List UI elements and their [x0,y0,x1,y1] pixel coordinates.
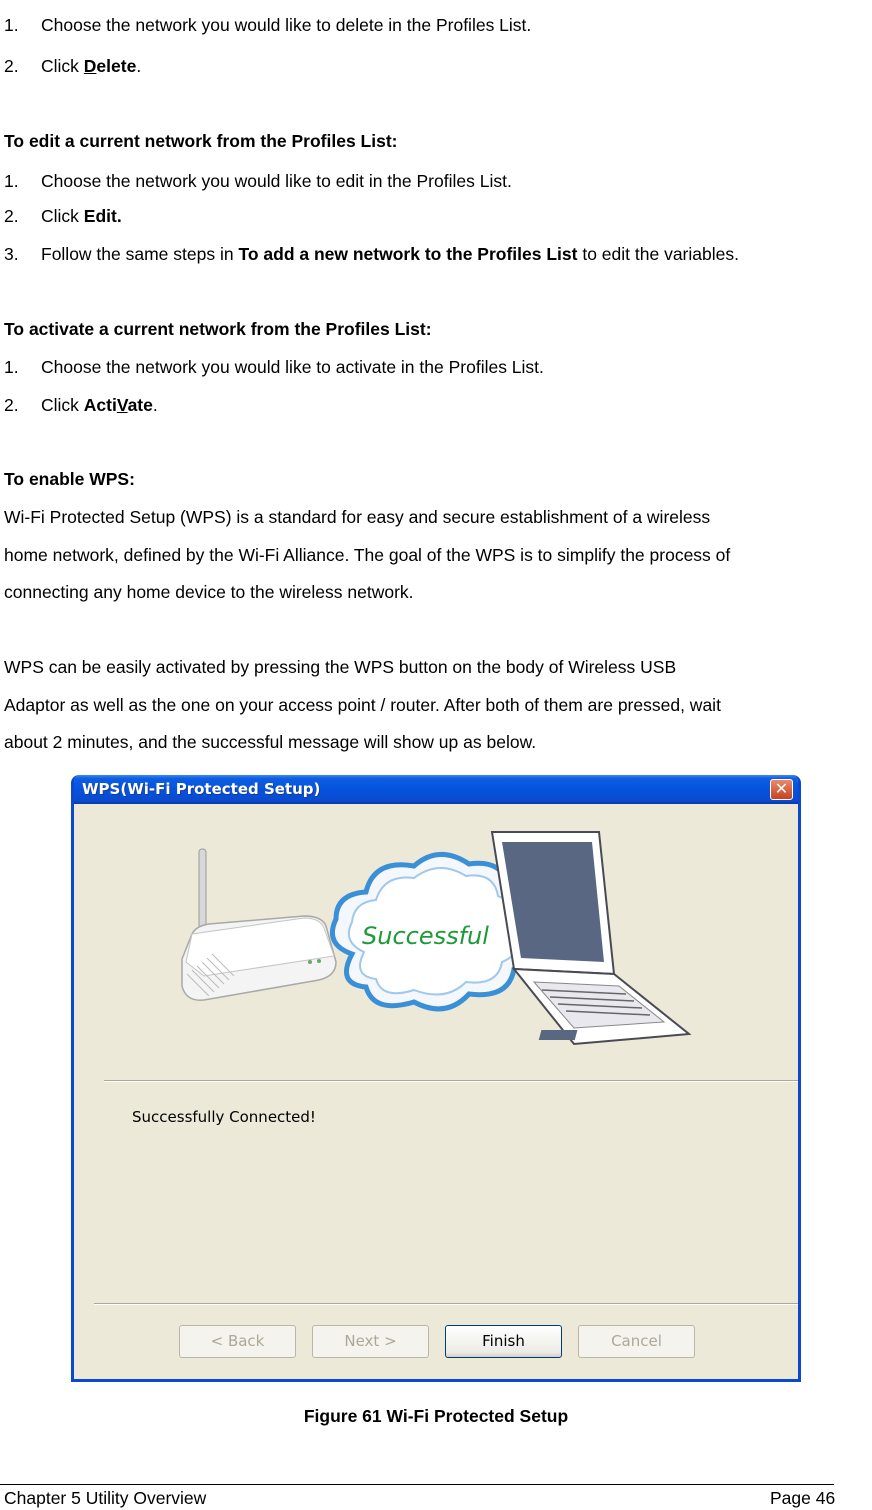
back-button[interactable]: < Back [179,1325,296,1358]
delete-accel-key: D [83,56,97,76]
cancel-button[interactable]: Cancel [578,1325,695,1358]
status-message: Successfully Connected! [132,1108,316,1126]
wps-illustration [74,804,798,1074]
step-text: Choose the network you would like to delete in the Profiles List. [41,15,532,35]
wps-para2-line3: about 2 minutes, and the successful message will show up as below. [4,732,537,752]
step-number: 3. [4,244,19,264]
step-number: 1. [4,15,19,35]
step-text: Choose the network you would like to edit in the Profiles List. [41,171,512,191]
activate-step-2 [4,394,158,416]
activate-label-a: Acti [83,395,117,415]
wps-para1-line2: home network, defined by the Wi-Fi Alliance. The goal of the WPS is to simplify the process of [4,545,731,565]
separator-bottom-highlight [94,1304,798,1305]
close-icon: ✕ [774,779,789,798]
separator-top-highlight [104,1081,798,1082]
step-number: 1. [4,357,19,377]
finish-button[interactable]: Finish [445,1325,562,1358]
step-text: Click [41,206,84,226]
footer-chapter: Chapter 5 Utility Overview [4,1488,207,1508]
step-number: 2. [4,56,19,76]
activate-label-b: ate [127,395,153,415]
edit-step-2 [4,205,122,227]
wps-para1-line3: connecting any home device to the wireless network. [4,582,414,602]
cloud-text: Successful [362,922,489,950]
router-icon [182,849,336,1000]
step-text: Click [41,395,84,415]
activate-heading: To activate a current network from the Profiles List: [4,319,432,339]
wps-dialog [71,775,801,1382]
step-number: 1. [4,171,19,191]
section-reference: To add a new network to the Profiles List [238,244,578,264]
step-text-end: . [152,395,158,415]
delete-step-1 [4,14,531,36]
wps-para2-line1: WPS can be easily activated by pressing the WPS button on the body of Wireless USB [4,657,677,677]
edit-heading: To edit a current network from the Profiles List: [4,131,398,151]
wps-para2-line2: Adaptor as well as the one on your access point / router. After both of them are pressed, wait [4,695,721,715]
step-number: 2. [4,395,19,415]
step-text: Choose the network you would like to activate in the Profiles List. [41,357,544,377]
edit-step-1 [4,170,512,192]
footer-rule [0,1484,834,1485]
step-text-end: to edit the variables. [577,244,739,264]
wps-heading: To enable WPS: [4,469,135,489]
step-number: 2. [4,206,19,226]
dialog-title-bar[interactable] [74,775,798,804]
figure-caption: Figure 61 Wi-Fi Protected Setup [303,1406,569,1426]
step-text: Follow the same steps in [41,244,239,264]
dialog-title: WPS(Wi-Fi Protected Setup) [82,780,321,798]
next-button[interactable]: Next > [312,1325,429,1358]
step-text: Click [41,56,84,76]
edit-label: Edit. [83,206,122,226]
laptop-icon [492,832,689,1044]
edit-step-3 [4,243,739,265]
activate-step-1 [4,356,544,378]
delete-label: elete [96,56,137,76]
wps-para1-line1: Wi-Fi Protected Setup (WPS) is a standard for easy and secure establishment of a wireless [4,507,711,527]
delete-step-2 [4,55,141,77]
step-text-end: . [136,56,142,76]
footer-page-number: Page 46 [770,1488,836,1508]
close-button[interactable] [770,779,793,800]
activate-accel-key: V [116,395,128,415]
